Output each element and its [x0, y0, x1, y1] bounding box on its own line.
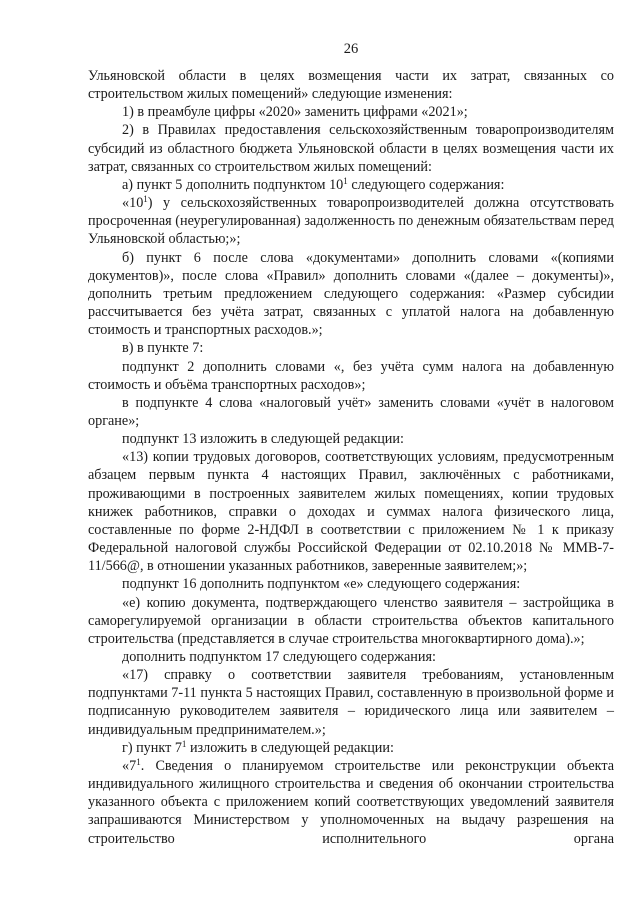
paragraph [88, 176, 614, 194]
paragraph: 1) в преамбуле цифры «2020» заменить цифрами «2021»; [122, 104, 468, 121]
paragraph [88, 194, 614, 248]
paragraph: Ульяновской области в целях возмещения части их затрат, связанных со строительством жилых помещений» следующие изменения: [88, 68, 614, 103]
paragraph-text: а) пункт 5 дополнить подпунктом 10 [122, 176, 344, 193]
paragraph: 2) в Правилах предоставления сельскохозяйственным товаропроизводителям субсидий из областного бюджета Ульяновской области в целях возмещения части их затрат, связанных со строительством жилых помещений: [88, 122, 614, 175]
paragraph: б) пункт 6 после слова «документами» дополнить словами «(копиями документов)», после слова «Правил» дополнить словами «(далее – документы)», дополнить третьим предложением следующего содержания: «Размер субсидии рассчитывается без учёта затрат, связанных с уплатой налога на добавленную стоимость и транспортных расходов.»; [88, 249, 614, 339]
paragraph: в) в пункте 7: [122, 340, 204, 357]
paragraph-text: «7 [122, 757, 137, 774]
superscript: 1 [143, 194, 148, 205]
paragraph: подпункт 16 дополнить подпунктом «е» следующего содержания: [122, 576, 521, 593]
paragraph-text: ) у сельскохозяйственных товаропроизводителей должна отсутствовать просроченная (неурегулированная) задолженность по денежным обязательствам перед Ульяновской областью;»; [88, 195, 614, 248]
page-number: 26 [343, 41, 359, 57]
paragraph [88, 739, 614, 757]
document-body [88, 67, 614, 848]
paragraph: подпункт 13 изложить в следующей редакции: [122, 431, 404, 448]
paragraph-text: изложить в следующей редакции: [186, 739, 394, 756]
paragraph: подпункт 2 дополнить словами «, без учёта сумм налога на добавленную стоимость и объёма транспортных расходов»; [88, 358, 614, 393]
paragraph: «13) копии трудовых договоров, соответствующих условиям, предусмотренным абзацем первым пункта 4 настоящих Правил, заключённых с работниками, проживающими в построенных заявителем жилых помещениях, копии трудовых книжек работников, справки о доходах и суммах налога физического лица, составленные по форме 2-НДФЛ в соответствии с приложением № 1 к приказу Федеральной налоговой службы Российской Федерации от 02.10.2018 № ММВ-7-11/566@, в отношении указанных работников, заверенные заявителем;»; [88, 449, 614, 575]
paragraph: дополнить подпунктом 17 следующего содержания: [122, 649, 436, 665]
paragraph: «17) справку о соответствии заявителя требованиям, установленным подпунктами 7-11 пункта 5 настоящих Правил, составленную в произвольной форме и подписанную руководителем заявителя – юридического лица или заявителем – индивидуальным предпринимателем.»; [88, 667, 614, 738]
paragraph-text: «10 [122, 195, 144, 212]
paragraph-text: следующего содержания: [347, 176, 505, 193]
superscript: 1 [136, 757, 141, 767]
paragraph-text: . Сведения о планируемом строительстве или реконструкции объекта индивидуального жилищного строительства и сведения об окончании строительства указанного объекта с приложением копий соответствующих уведомлений заявителя запрашиваются Министерством у уполномоченных на выдачу разрешения на строительство исполнительного органа [88, 757, 614, 847]
paragraph-text: г) пункт 7 [122, 739, 182, 756]
paragraph [88, 757, 614, 848]
superscript: 1 [343, 176, 348, 186]
paragraph: «е) копию документа, подтверждающего членство заявителя – застройщика в саморегулируемой организации в области строительства объектов капитального строительства (представляется в случае строительства многоквартирного дома).»; [88, 594, 614, 647]
paragraph: в подпункте 4 слова «налоговый учёт» заменить словами «учёт в налоговом органе»; [88, 394, 614, 429]
superscript: 1 [181, 738, 187, 749]
